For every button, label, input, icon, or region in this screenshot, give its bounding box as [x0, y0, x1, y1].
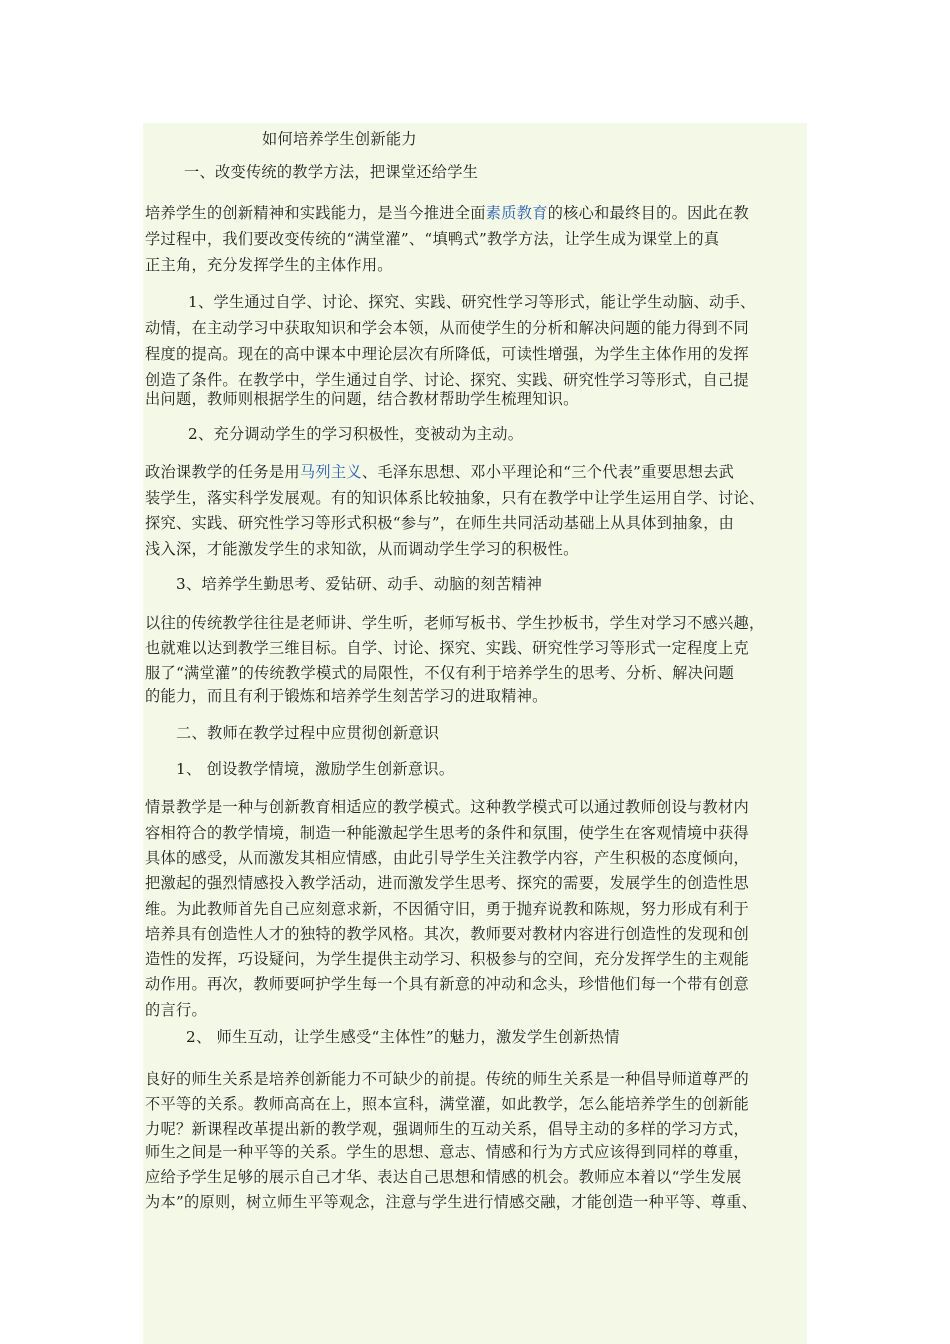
paragraph-line: 政治课教学的任务是用马列主义、毛泽东思想、邓小平理论和“三个代表”重要思想去武 [145, 463, 735, 481]
document-page [143, 123, 807, 1344]
paragraph-line: 创造了条件。在教学中，学生通过自学、讨论、探究、实践、研究性学习等形式，自己提 [145, 371, 750, 389]
paragraph-line: 具体的感受，从而激发其相应情感，由此引导学生关注教学内容，产生积极的态度倾向， [145, 849, 750, 867]
paragraph-line: 培养具有创造性人才的独特的教学风格。其次，教师要对教材内容进行创造性的发现和创 [145, 925, 750, 943]
paragraph-line: 正主角，充分发挥学生的主体作用。 [145, 256, 393, 274]
paragraph-line: 情景教学是一种与创新教育相适应的教学模式。这种教学模式可以通过教师创设与教材内 [145, 798, 750, 816]
paragraph-line: 的言行。 [145, 1001, 207, 1019]
document-title: 如何培养学生创新能力 [262, 130, 417, 148]
link-suzhi-jiaoyu[interactable]: 素质教育 [485, 204, 548, 222]
paragraph-line: 良好的师生关系是培养创新能力不可缺少的前提。传统的师生关系是一种倡导师道尊严的 [145, 1070, 750, 1088]
paragraph-line: 为本”的原则，树立师生平等观念，注意与学生进行情感交融，才能创造一种平等、尊重、 [145, 1193, 758, 1211]
subheading-line: 3、培养学生勤思考、爱钻研、动手、动脑的刻苦精神 [176, 575, 543, 593]
paragraph-line: 维。为此教师首先自己应刻意求新，不因循守旧，勇于抛弃说教和陈规，努力形成有利于 [145, 900, 750, 918]
paragraph-line: 服了“满堂灌”的传统教学模式的局限性，不仅有利于培养学生的思考、分析、解决问题 [145, 664, 735, 682]
paragraph-line: 装学生，落实科学发展观。有的知识体系比较抽象，只有在教学中让学生运用自学、讨论、 [145, 489, 765, 507]
paragraph-line: 造性的发挥，巧设疑问，为学生提供主动学习、积极参与的空间，充分发挥学生的主观能 [145, 950, 750, 968]
paragraph-line: 动作用。再次，教师要呵护学生每一个具有新意的冲动和念头，珍惜他们每一个带有创意 [145, 975, 750, 993]
paragraph-line: 培养学生的创新精神和实践能力，是当今推进全面素质教育的核心和最终目的。因此在教 [145, 204, 750, 222]
paragraph-line: 师生之间是一种平等的关系。学生的思想、意志、情感和行为方式应该得到同样的尊重， [145, 1143, 750, 1161]
paragraph-line: 探究、实践、研究性学习等形式积极“参与”，在师生共同活动基础上从具体到抽象，由 [145, 514, 735, 532]
section-heading: 一、改变传统的教学方法，把课堂还给学生 [184, 163, 479, 181]
paragraph-line: 不平等的关系。教师高高在上，照本宣科，满堂灌，如此教学，怎么能培养学生的创新能 [145, 1095, 750, 1113]
paragraph-line: 程度的提高。现在的高中课本中理论层次有所降低，可读性增强，为学生主体作用的发挥 [145, 345, 750, 363]
paragraph-line: 浅入深，才能激发学生的求知欲，从而调动学生学习的积极性。 [145, 540, 579, 558]
paragraph-line: 力呢？新课程改革提出新的教学观，强调师生的互动关系，倡导主动的多样的学习方式， [145, 1120, 750, 1138]
paragraph-line: 容相符合的教学情境，制造一种能激起学生思考的条件和氛围，使学生在客观情境中获得 [145, 824, 750, 842]
paragraph-line: 动情，在主动学习中获取知识和学会本领，从而使学生的分析和解决问题的能力得到不同 [145, 319, 750, 337]
paragraph-line: 也就难以达到教学三维目标。自学、讨论、探究、实践、研究性学习等形式一定程度上克 [145, 639, 750, 657]
paragraph-line: 应给予学生足够的展示自己才华、表达自己思想和情感的机会。教师应本着以“学生发展 [145, 1168, 742, 1186]
paragraph-line: 把激起的强烈情感投入教学活动，进而激发学生思考、探究的需要，发展学生的创造性思 [145, 874, 750, 892]
subheading-line: 1、学生通过自学、讨论、探究、实践、研究性学习等形式，能让学生动脑、动手、 [188, 293, 756, 311]
paragraph-line: 学过程中，我们要改变传统的“满堂灌”、“填鸭式”教学方法，让学生成为课堂上的真 [145, 230, 720, 248]
link-maliezhuyi[interactable]: 马列主义 [299, 463, 362, 481]
section-heading: 二、教师在教学过程中应贯彻创新意识 [176, 724, 440, 742]
paragraph-line: 以往的传统教学往往是老师讲、学生听，老师写板书、学生抄板书，学生对学习不感兴趣， [145, 614, 765, 632]
subheading-line: 1、 创设教学情境，激励学生创新意识。 [176, 760, 455, 778]
subheading-line: 2、充分调动学生的学习积极性，变被动为主动。 [188, 425, 524, 443]
paragraph-line: 的能力，而且有利于锻炼和培养学生刻苦学习的进取精神。 [145, 687, 548, 705]
subheading-line: 2、 师生互动，让学生感受“主体性”的魅力，激发学生创新热情 [186, 1028, 620, 1046]
paragraph-line: 出问题，教师则根据学生的问题，结合教材帮助学生梳理知识。 [145, 390, 579, 408]
